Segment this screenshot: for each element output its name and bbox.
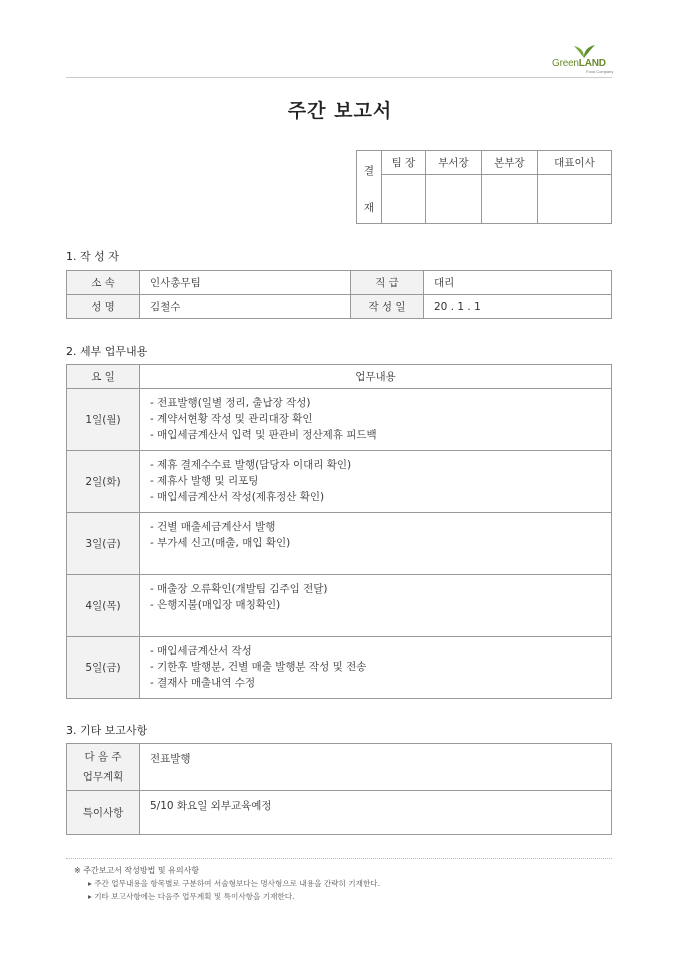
work-item: - 부가세 신고(매출, 매입 확인) — [150, 537, 291, 549]
section-other-heading: 3. 기타 보고사항 — [66, 724, 148, 737]
next-week-plan-label: 다 음 주 업무계획 — [67, 744, 140, 791]
work-item: - 건별 매출세금계산서 발행 — [150, 521, 276, 533]
name-value[interactable]: 김철수 — [140, 295, 351, 319]
approval-sign-team-lead[interactable] — [382, 175, 426, 224]
notes-title: ※ 주간보고서 작성방법 및 유의사항 — [74, 866, 200, 875]
approval-sign-ceo[interactable] — [537, 175, 611, 224]
company-logo — [552, 44, 614, 74]
work-content-cell[interactable] — [140, 637, 612, 699]
approval-table — [356, 150, 612, 224]
position-label: 직 급 — [351, 271, 424, 295]
work-item: - 기한후 발행분, 건별 매출 발행분 작성 및 전송 — [150, 661, 367, 673]
special-notes-label: 특이사항 — [67, 791, 140, 835]
work-details-table — [66, 364, 612, 699]
work-item: - 전표발행(일별 정리, 출납장 작성) — [150, 397, 311, 409]
approval-header-dept-head: 부서장 — [425, 151, 481, 175]
dept-value[interactable]: 인사총무팀 — [140, 271, 351, 295]
name-label: 성 명 — [67, 295, 140, 319]
note-item: ▸ 기타 보고사항에는 다음주 업무계획 및 특이사항을 기재한다. — [88, 892, 295, 901]
content-header: 업무내용 — [140, 365, 612, 389]
work-content-cell[interactable] — [140, 575, 612, 637]
work-item: - 매입세금계산서 작성 — [150, 645, 252, 657]
day-cell: 3일(금) — [67, 513, 140, 575]
logo-brand: GreenLAND — [552, 58, 606, 69]
section-details-heading: 2. 세부 업무내용 — [66, 345, 148, 358]
work-item: - 매출장 오류확인(개발팀 김주임 전달) — [150, 583, 328, 595]
work-content-cell[interactable] — [140, 513, 612, 575]
date-value[interactable]: 20 . 1 . 1 — [424, 295, 612, 319]
dept-label: 소 속 — [67, 271, 140, 295]
guidelines-notes — [74, 864, 380, 903]
day-cell: 2일(화) — [67, 451, 140, 513]
work-content-cell[interactable] — [140, 389, 612, 451]
author-table — [66, 270, 612, 319]
section-author-heading: 1. 작 성 자 — [66, 250, 119, 263]
day-header: 요 일 — [67, 365, 140, 389]
next-week-plan-value[interactable]: 전표발행 — [140, 744, 612, 791]
header-divider — [66, 77, 612, 78]
work-item: - 제휴 결제수수료 발행(담당자 이대리 확인) — [150, 459, 352, 471]
work-item: - 결재사 매출내역 수정 — [150, 677, 256, 689]
position-value[interactable]: 대리 — [424, 271, 612, 295]
page-title: 주간 보고서 — [287, 100, 393, 122]
footer-divider — [66, 858, 612, 859]
work-content-cell[interactable] — [140, 451, 612, 513]
approval-header-division-head: 본부장 — [481, 151, 537, 175]
approval-header-team-lead: 팀 장 — [382, 151, 426, 175]
work-item: - 계약서현황 작성 및 관리대장 확인 — [150, 413, 313, 425]
approval-side-label: 결 재 — [357, 151, 382, 224]
approval-sign-division-head[interactable] — [481, 175, 537, 224]
work-item: - 매입세금계산서 작성(제휴정산 확인) — [150, 491, 325, 503]
other-report-table — [66, 743, 612, 835]
day-cell: 1일(월) — [67, 389, 140, 451]
special-notes-value[interactable]: 5/10 화요일 외부교육예정 — [140, 791, 612, 835]
day-cell: 4일(목) — [67, 575, 140, 637]
day-cell: 5일(금) — [67, 637, 140, 699]
approval-header-ceo: 대표이사 — [537, 151, 611, 175]
date-label: 작 성 일 — [351, 295, 424, 319]
work-item: - 은행지불(매입장 매칭확인) — [150, 599, 281, 611]
leaf-icon — [572, 44, 596, 58]
work-item: - 매입세금계산서 입력 및 판관비 정산제휴 피드백 — [150, 429, 377, 441]
note-item: ▸ 주간 업무내용을 항목별로 구분하여 서술형보다는 명사형으로 내용을 간략히 기재한다. — [88, 879, 381, 888]
work-item: - 제휴사 발행 및 리포팅 — [150, 475, 259, 487]
approval-sign-dept-head[interactable] — [425, 175, 481, 224]
logo-subtitle: Food Company — [586, 69, 614, 74]
